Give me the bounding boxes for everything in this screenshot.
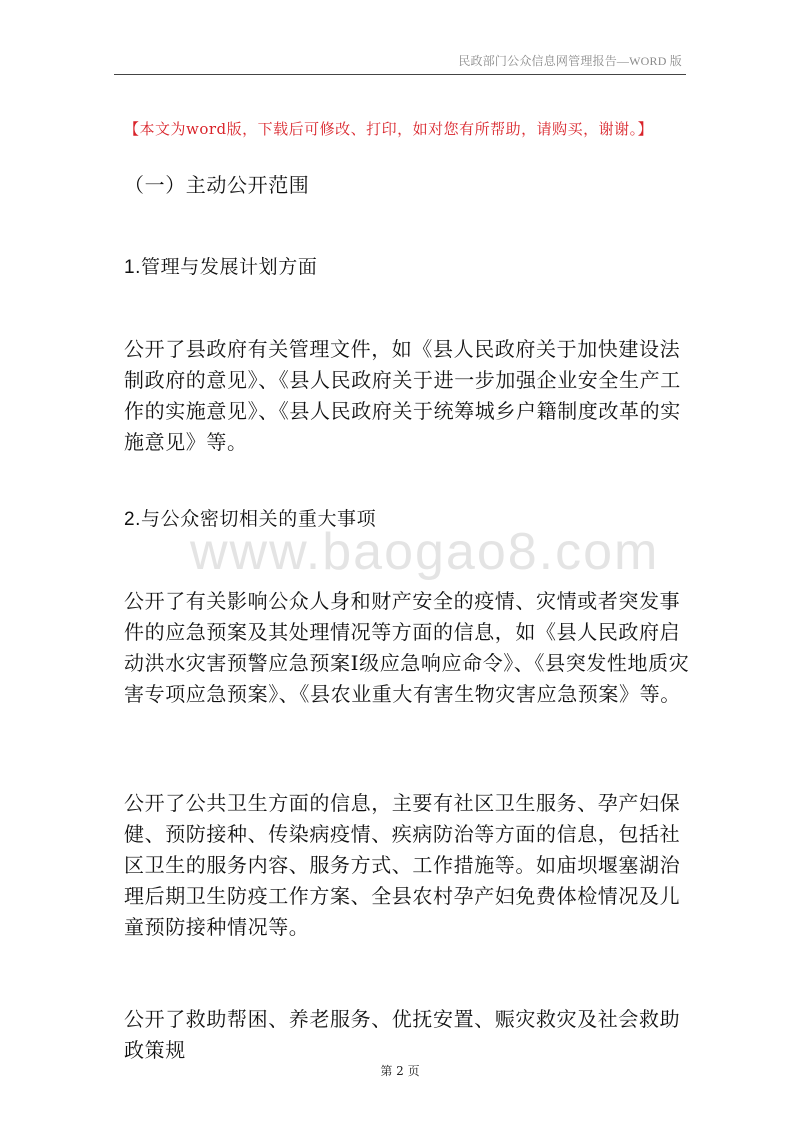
paragraph-4: 公开了救助帮困、养老服务、优抚安置、赈灾救灾及社会救助政策规: [124, 1007, 681, 1062]
header-rule: [114, 74, 686, 75]
paragraph-1: 公开了县政府有关管理文件，如《县人民政府关于加快建设法制政府的意见》、《县人民政府关于进一步加强企业安全生产工作的实施意见》、《县人民政府关于统筹城乡户籍制度改革的实施意见》等。: [124, 337, 681, 454]
page-number: 第 2 页: [380, 1064, 420, 1078]
heading-2: 2.与公众密切相关的重大事项: [124, 509, 377, 530]
running-header: 民政部门公众信息网管理报告—WORD 版: [458, 54, 682, 68]
paragraph-2: 公开了有关影响公众人身和财产安全的疫情、灾情或者突发事件的应急预案及其处理情况等方面的信息，如《县人民政府启动洪水灾害预警应急预案Ⅰ级应急响应命令》、《县突发性地质灾害专项应急预案》、《县农业重大有害生物灾害应急预案》等。: [124, 589, 690, 706]
purchase-notice: 【本文为word版，下载后可修改、打印，如对您有所帮助，请购买，谢谢。】: [124, 120, 654, 138]
watermark: www.baogao8.com: [190, 523, 660, 581]
section-title: （一）主动公开范围: [124, 173, 310, 197]
paragraph-3: 公开了公共卫生方面的信息，主要有社区卫生服务、孕产妇保健、预防接种、传染病疫情、疾病防治等方面的信息，包括社区卫生的服务内容、服务方式、工作措施等。如庙坝堰塞湖治理后期卫生防疫工作方案、全县农村孕产妇免费体检情况及儿童预防接种情况等。: [124, 791, 681, 939]
heading-1: 1.管理与发展计划方面: [124, 257, 318, 278]
